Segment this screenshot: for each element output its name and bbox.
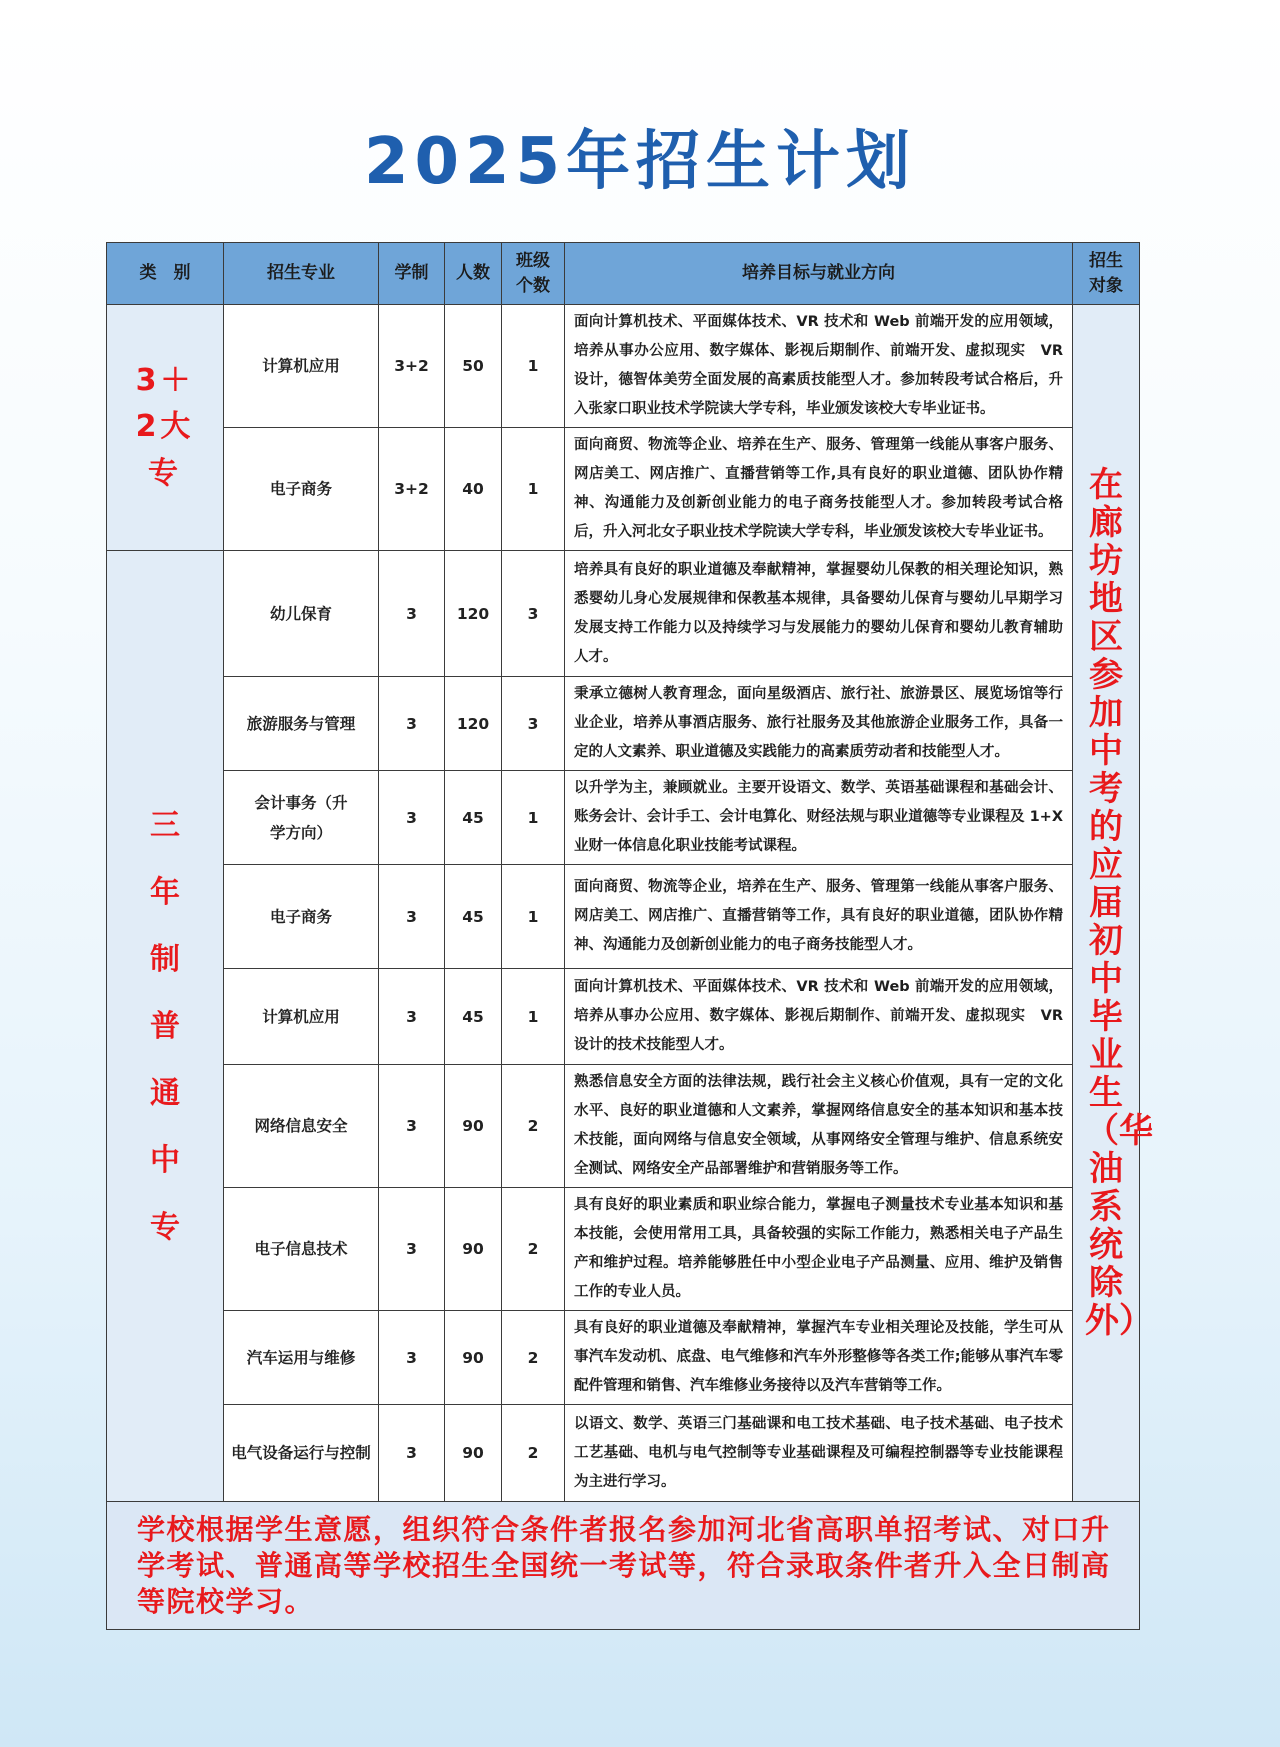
major-cell: 计算机应用 [224,969,379,1065]
major-cell: 网络信息安全 [224,1065,379,1188]
major-cell: 电气设备运行与控制 [224,1405,379,1502]
category-label: 三年制普通中专 [150,807,180,1245]
duration-cell: 3 [379,1188,445,1311]
goal-cell: 熟悉信息安全方面的法律法规，践行社会主义核心价值观，具有一定的文化水平、良好的职业道德和人文素养，掌握网络信息安全的基本知识和基本技术技能，面向网络与信息安全领域，从事网络安全管理与维护、信息系统安全测试、网络安全产品部署维护和营销服务等工作。 [565,1065,1073,1188]
major-cell: 电子信息技术 [224,1188,379,1311]
major-cell: 汽车运用与维修 [224,1311,379,1405]
classes-cell: 1 [502,969,565,1065]
header-count: 人数 [445,243,502,305]
goal-cell: 以升学为主，兼顾就业。主要开设语文、数学、英语基础课程和基础会计、账务会计、会计手工、会计电算化、财经法规与职业道德等专业课程及 1+X 业财一体信息化职业技能考试课程。 [565,771,1073,865]
count-cell: 45 [445,969,502,1065]
classes-cell: 3 [502,677,565,771]
major-cell: 会计事务（升学方向） [224,771,379,865]
count-cell: 50 [445,305,502,428]
duration-cell: 3 [379,1065,445,1188]
classes-cell: 2 [502,1188,565,1311]
major-cell: 电子商务 [224,428,379,551]
count-cell: 120 [445,551,502,677]
goal-cell: 秉承立德树人教育理念，面向星级酒店、旅行社、旅游景区、展览场馆等行业企业，培养从事酒店服务、旅行社服务及其他旅游企业服务工作，具备一定的人文素养、职业道德及实践能力的高素质劳动者和技能型人才。 [565,677,1073,771]
duration-cell: 3 [379,551,445,677]
count-cell: 90 [445,1311,502,1405]
duration-cell: 3+2 [379,305,445,428]
count-cell: 40 [445,428,502,551]
classes-cell: 2 [502,1311,565,1405]
duration-cell: 3 [379,1405,445,1502]
goal-cell: 具有良好的职业道德及奉献精神，掌握汽车专业相关理论及技能，学生可从事汽车发动机、底盘、电气维修和汽车外形整修等各类工作;能够从事汽车零配件管理和销售、汽车维修业务接待以及汽车营销等工作。 [565,1311,1073,1405]
target-text: 在廊坊地区参加中考的应届初中毕业生（华油系统除外） [1085,465,1153,1341]
table-row [107,551,1140,677]
goal-cell: 面向商贸、物流等企业、培养在生产、服务、管理第一线能从事客户服务、网店美工、网店推广、直播营销等工作,具有良好的职业道德、团队协作精神、沟通能力及创新创业能力的电子商务技能型人才。参加转段考试合格后，升入河北女子职业技术学院读大学专科，毕业颁发该校大专毕业证书。 [565,428,1073,551]
enrollment-plan-table [106,242,1153,1630]
category-cell: 3＋2大专 [107,305,224,551]
header-category: 类 别 [107,243,224,305]
header-goal: 培养目标与就业方向 [565,243,1073,305]
table-row [107,969,1140,1065]
table-row [107,1188,1140,1311]
goal-cell: 面向计算机技术、平面媒体技术、VR 技术和 Web 前端开发的应用领域，培养从事办公应用、数字媒体、影视后期制作、前端开发、虚拟现实 VR 设计，德智体美劳全面发展的高素质技能型人才。参加转段考试合格后，升入张家口职业技术学院读大学专科，毕业颁发该校大专毕业证书。 [565,305,1073,428]
count-cell: 90 [445,1188,502,1311]
table-row [107,677,1140,771]
table-row [107,1311,1140,1405]
duration-cell: 3 [379,677,445,771]
count-cell: 90 [445,1405,502,1502]
category-cell [107,551,224,1502]
page-title: 2025年招生计划 [363,125,917,199]
goal-cell: 具有良好的职业素质和职业综合能力，掌握电子测量技术专业基本知识和基本技能，会使用常用工具，具备较强的实际工作能力，熟悉相关电子产品生产和维护过程。培养能够胜任中小型企业电子产品测量、应用、维护及销售工作的专业人员。 [565,1188,1073,1311]
target-cell [1073,305,1153,1502]
classes-cell: 2 [502,1405,565,1502]
table-row [107,1065,1140,1188]
major-cell: 幼儿保育 [224,551,379,677]
classes-cell: 1 [502,771,565,865]
classes-cell: 2 [502,1065,565,1188]
goal-cell: 面向商贸、物流等企业，培养在生产、服务、管理第一线能从事客户服务、网店美工、网店推广、直播营销等工作，具有良好的职业道德，团队协作精神、沟通能力及创新创业能力的电子商务技能型人才。 [565,865,1073,969]
duration-cell: 3 [379,1311,445,1405]
table-row [107,305,1140,428]
duration-cell: 3 [379,771,445,865]
classes-cell: 1 [502,865,565,969]
classes-cell: 3 [502,551,565,677]
header-row [107,243,1140,305]
duration-cell: 3 [379,969,445,1065]
header-target: 招生对象 [1073,243,1140,305]
header-duration: 学制 [379,243,445,305]
table-row [107,428,1140,551]
footer-note: 学校根据学生意愿，组织符合条件者报名参加河北省高职单招考试、对口升学考试、普通高等学校招生全国统一考试等，符合录取条件者升入全日制高等院校学习。 [107,1502,1140,1630]
major-cell: 计算机应用 [224,305,379,428]
classes-cell: 1 [502,305,565,428]
count-cell: 90 [445,1065,502,1188]
goal-cell: 培养具有良好的职业道德及奉献精神，掌握婴幼儿保教的相关理论知识，熟悉婴幼儿身心发展规律和保教基本规律，具备婴幼儿保育与婴幼儿早期学习发展支持工作能力以及持续学习与发展能力的婴幼儿保育和婴幼儿教育辅助人才。 [565,551,1073,677]
table-row [107,865,1140,969]
footer-row [107,1502,1140,1630]
major-cell: 电子商务 [224,865,379,969]
goal-cell: 面向计算机技术、平面媒体技术、VR 技术和 Web 前端开发的应用领域，培养从事办公应用、数字媒体、影视后期制作、前端开发、虚拟现实 VR 设计的技术技能型人才。 [565,969,1073,1065]
major-cell: 旅游服务与管理 [224,677,379,771]
table-row [107,771,1140,865]
table-row [107,1405,1140,1502]
count-cell: 120 [445,677,502,771]
classes-cell: 1 [502,428,565,551]
duration-cell: 3 [379,865,445,969]
header-classes: 班级个数 [502,243,565,305]
header-major: 招生专业 [224,243,379,305]
count-cell: 45 [445,865,502,969]
duration-cell: 3+2 [379,428,445,551]
goal-cell: 以语文、数学、英语三门基础课和电工技术基础、电子技术基础、电子技术工艺基础、电机与电气控制等专业基础课程及可编程控制器等专业技能课程为主进行学习。 [565,1405,1073,1502]
count-cell: 45 [445,771,502,865]
